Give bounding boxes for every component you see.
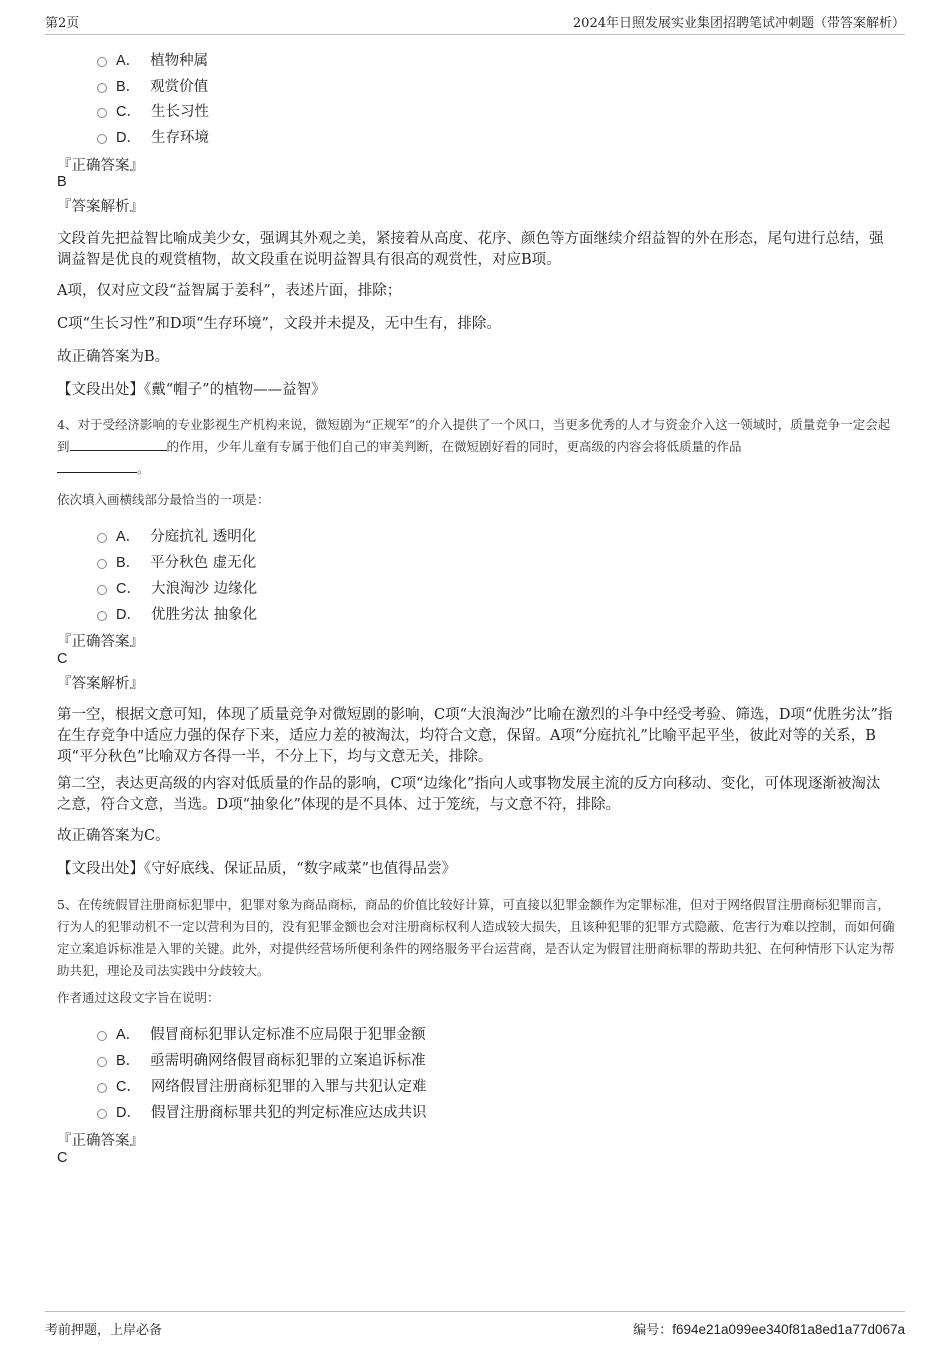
q4-source: 【文段出处】《守好底线、保证品质，“数字咸菜”也值得品尝》 <box>57 861 457 877</box>
radio-icon[interactable] <box>97 533 107 543</box>
q3-analysis-para: C项“生长习性”和D项“生存环境”，文段并未提及，无中生有，排除。 <box>57 316 501 332</box>
option-letter: A． <box>116 1026 141 1043</box>
option-text: 观赏价值 <box>150 78 209 95</box>
q4-option-a[interactable] <box>97 524 256 546</box>
q4-stem <box>57 414 897 480</box>
option-text: 大浪淘沙 边缘化 <box>150 580 258 597</box>
q4-prompt: 依次填入画横线部分最恰当的一项是： <box>57 492 270 507</box>
q4-option-b[interactable] <box>97 550 256 572</box>
q3-analysis-para: 文段首先把益智比喻成美少女，强调其外观之美，紧接着从高度、花序、颜色等方面继续介绍益智的外在形态，尾句进行总结，强调益智是优良的观赏植物，故文段重在说明益智具有很高的观赏性，对应B项。 <box>57 231 884 268</box>
radio-icon[interactable] <box>97 57 107 67</box>
code-label: 编号： <box>633 1323 673 1338</box>
q4-analysis-label: 『答案解析』 <box>57 676 144 692</box>
q4-answer-label: 『正确答案』 <box>57 634 144 650</box>
q3-option-b[interactable] <box>97 74 208 96</box>
q3-analysis-para: A项，仅对应文段“益智属于姜科”，表述片面，排除； <box>57 283 402 299</box>
footer-slogan: 考前押题，上岸必备 <box>45 1323 163 1338</box>
q5-stem: 5、在传统假冒注册商标犯罪中，犯罪对象为商品商标，商品的价值比较好计算，可直接以犯罪金额作为定罪标准，但对于网络假冒注册商标犯罪而言，行为人的犯罪动机不一定以营利为目的，没有犯罪金额也会对注册商标权利人造成较大损失，且该种犯罪的犯罪方式隐蔽、危害行为难以控制，而如何确定立案追诉标准是入罪的关键。此外，对提供经营场所便利条件的网络服务平台运营商，是否认定为假冒注册商标罪的帮助共犯、在何种情形下认定为帮助共犯，理论及司法实践中分歧较大。 <box>57 897 895 978</box>
option-text: 植物种属 <box>150 52 209 69</box>
q5-option-d[interactable] <box>97 1100 426 1122</box>
option-letter: D． <box>116 1104 141 1121</box>
radio-icon[interactable] <box>97 1031 107 1041</box>
radio-icon[interactable] <box>97 108 107 118</box>
option-text: 分庭抗礼 透明化 <box>150 528 257 545</box>
q4-stem-end: 。 <box>137 461 150 476</box>
q3-option-a[interactable] <box>97 48 208 70</box>
document-title: 2024年日照发展实业集团招聘笔试冲刺题（带答案解析） <box>572 16 905 31</box>
radio-icon[interactable] <box>97 559 107 569</box>
option-letter: D． <box>116 129 141 146</box>
q3-option-c[interactable] <box>97 99 209 121</box>
option-letter: B． <box>116 554 141 571</box>
option-letter: C． <box>116 103 141 120</box>
option-text: 假冒商标犯罪认定标准不应局限于犯罪金额 <box>150 1026 426 1043</box>
q4-analysis-para: 第二空，表达更高级的内容对低质量的作品的影响，C项“边缘化”指向人或事物发展主流的反方向移动、变化，可体现逐渐被淘汰之意，符合文意，当选。D项“抽象化”体现的是不具体、过于笼统，与文意不符，排除。 <box>57 776 881 813</box>
option-letter: A． <box>116 52 141 69</box>
code-value: f694e21a099ee340f81a8ed1a77d067a <box>672 1322 905 1337</box>
option-text: 假冒注册商标罪共犯的判定标准应达成共识 <box>150 1104 427 1121</box>
q5-answer: C <box>57 1150 68 1166</box>
q5-option-a[interactable] <box>97 1022 426 1044</box>
option-letter: B． <box>116 78 141 95</box>
q4-analysis-para: 故正确答案为C。 <box>57 828 170 844</box>
radio-icon[interactable] <box>97 1083 107 1093</box>
option-text: 优胜劣汰 抽象化 <box>150 606 258 623</box>
blank-line <box>57 460 137 473</box>
q5-prompt: 作者通过这段文字旨在说明： <box>57 990 220 1005</box>
q4-answer: C <box>57 651 68 667</box>
option-text: 生存环境 <box>150 129 209 146</box>
option-text: 亟需明确网络假冒商标犯罪的立案追诉标准 <box>150 1052 426 1069</box>
blank-line <box>70 438 167 451</box>
q5-option-c[interactable] <box>97 1074 426 1096</box>
q3-source: 【文段出处】《戴“帽子”的植物——益智》 <box>57 382 326 398</box>
q4-option-c[interactable] <box>97 576 257 598</box>
q3-analysis-para: 故正确答案为B。 <box>57 349 170 365</box>
q3-analysis-label: 『答案解析』 <box>57 199 144 215</box>
q5-answer-label: 『正确答案』 <box>57 1133 144 1149</box>
page-footer <box>45 1311 905 1338</box>
radio-icon[interactable] <box>97 611 107 621</box>
option-letter: B． <box>116 1052 141 1069</box>
option-letter: C． <box>116 1078 141 1095</box>
radio-icon[interactable] <box>97 83 107 93</box>
radio-icon[interactable] <box>97 1057 107 1067</box>
option-text: 网络假冒注册商标犯罪的入罪与共犯认定难 <box>150 1078 427 1095</box>
option-letter: D． <box>116 606 141 623</box>
radio-icon[interactable] <box>97 134 107 144</box>
q3-answer-label: 『正确答案』 <box>57 158 144 174</box>
option-text: 平分秋色 虚无化 <box>150 554 257 571</box>
q4-analysis-para: 第一空，根据文意可知，体现了质量竞争对微短剧的影响，C项“大浪淘沙”比喻在激烈的斗争中经受考验、筛选，D项“优胜劣汰”指在生存竞争中适应力强的保存下来，适应力差的被淘汰，均符合文意，保留。A项“分庭抗礼”比喻平起平坐，彼此对等的关系，B项“平分秋色”比喻双方各得一半，不分上下，均与文意无关，排除。 <box>57 707 893 765</box>
q4-option-d[interactable] <box>97 602 257 624</box>
q4-stem-part1: 4、对于受经济影响的专业影视生产机构来说，微短剧为“正规军”的介入提供了一个风口，当更多优秀的人才与资金介入这一领域时，质量竞争一定会起到 <box>57 417 891 454</box>
document-code <box>633 1319 905 1338</box>
q5-option-b[interactable] <box>97 1048 426 1070</box>
q3-option-d[interactable] <box>97 125 209 147</box>
radio-icon[interactable] <box>97 1109 107 1119</box>
q4-stem-part2: 的作用，少年儿童有专属于他们自己的审美判断，在微短剧好看的同时，更高级的内容会将低质量的作品 <box>166 439 742 454</box>
option-letter: A． <box>116 528 141 545</box>
option-letter: C． <box>116 580 141 597</box>
page-header <box>45 12 905 35</box>
q3-answer: B <box>57 174 67 190</box>
option-text: 生长习性 <box>150 103 209 120</box>
radio-icon[interactable] <box>97 585 107 595</box>
page-number: 第2页 <box>45 16 80 31</box>
